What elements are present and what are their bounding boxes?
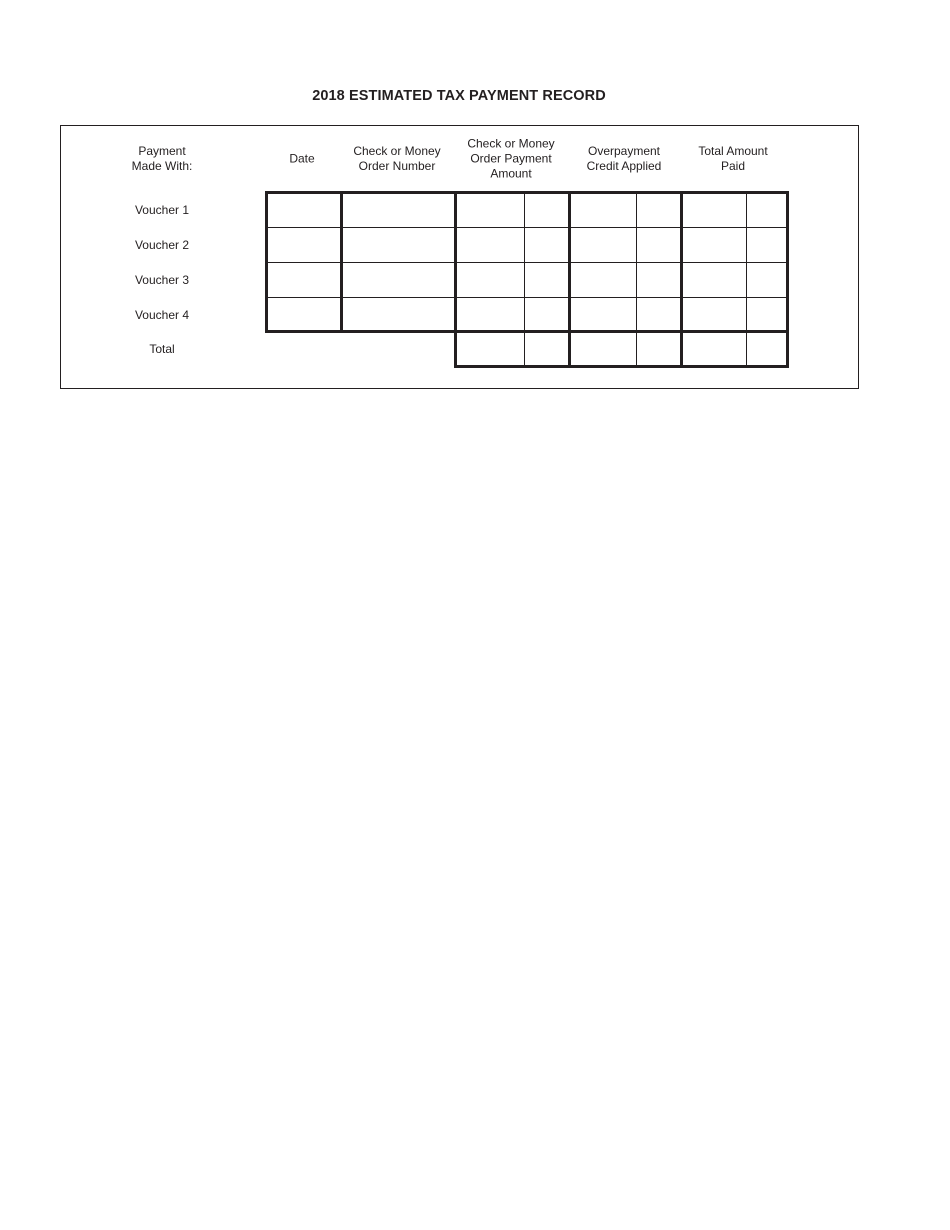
- voucher-4-date-cell[interactable]: [265, 297, 340, 332]
- voucher-3-overpayment-cents-cell[interactable]: [636, 262, 680, 297]
- row-separator: [265, 262, 786, 263]
- voucher-2-check-amount-dollars-cell[interactable]: [454, 227, 524, 262]
- column-divider-thick: [454, 191, 457, 368]
- header-line: Total Amount: [698, 144, 768, 158]
- voucher-2-date-cell[interactable]: [265, 227, 340, 262]
- header-date: [289, 152, 314, 167]
- voucher-3-check-amount-cents-cell[interactable]: [524, 262, 568, 297]
- total-total-dollars-cell[interactable]: [680, 332, 746, 367]
- header-total-paid: [698, 144, 767, 174]
- voucher-3-check-amount-dollars-cell[interactable]: [454, 262, 524, 297]
- row-label-voucher-2: Voucher 2: [134, 238, 190, 252]
- header-line: Order Number: [358, 159, 436, 173]
- voucher-1-check-number-cell[interactable]: [340, 192, 454, 227]
- voucher-4-total-cents-cell[interactable]: [746, 297, 786, 332]
- voucher-4-check-amount-cents-cell[interactable]: [524, 297, 568, 332]
- row-separator: [265, 227, 786, 228]
- header-check-number: [353, 144, 440, 174]
- header-line: Check or Money: [467, 136, 555, 151]
- header-line: Overpayment: [587, 144, 661, 158]
- header-line: Date: [289, 151, 315, 166]
- voucher-1-total-cents-cell[interactable]: [746, 192, 786, 227]
- header-line: Made With:: [131, 159, 193, 173]
- total-overpayment-dollars-cell[interactable]: [568, 332, 636, 367]
- header-overpayment: [587, 144, 662, 174]
- header-line: Credit Applied: [586, 159, 662, 173]
- header-line: Check or Money: [353, 144, 441, 158]
- voucher-2-check-amount-cents-cell[interactable]: [524, 227, 568, 262]
- voucher-2-total-dollars-cell[interactable]: [680, 227, 746, 262]
- header-check-amount: [467, 137, 554, 182]
- voucher-1-overpayment-dollars-cell[interactable]: [568, 192, 636, 227]
- voucher-3-total-cents-cell[interactable]: [746, 262, 786, 297]
- total-total-cents-cell[interactable]: [746, 332, 786, 367]
- voucher-2-overpayment-cents-cell[interactable]: [636, 227, 680, 262]
- voucher-2-total-cents-cell[interactable]: [746, 227, 786, 262]
- voucher-3-total-dollars-cell[interactable]: [680, 262, 746, 297]
- voucher-4-check-amount-dollars-cell[interactable]: [454, 297, 524, 332]
- voucher-3-check-number-cell[interactable]: [340, 262, 454, 297]
- row-label-total: Total: [149, 342, 175, 356]
- grid-bottom-border: [265, 330, 788, 333]
- row-label-voucher-3: Voucher 3: [134, 273, 190, 287]
- voucher-2-check-number-cell[interactable]: [340, 227, 454, 262]
- header-line: Amount: [490, 166, 532, 181]
- voucher-2-overpayment-dollars-cell[interactable]: [568, 227, 636, 262]
- voucher-4-overpayment-cents-cell[interactable]: [636, 297, 680, 332]
- voucher-1-check-amount-dollars-cell[interactable]: [454, 192, 524, 227]
- cents-divider: [524, 193, 525, 367]
- column-divider-thick: [786, 191, 789, 368]
- total-overpayment-cents-cell[interactable]: [636, 332, 680, 367]
- grid-top-border: [265, 191, 788, 194]
- page-title: 2018 ESTIMATED TAX PAYMENT RECORD: [312, 88, 606, 104]
- header-line: Payment: [138, 144, 186, 158]
- total-check-amount-cents-cell[interactable]: [524, 332, 568, 367]
- total-bottom-border: [454, 365, 788, 368]
- voucher-4-overpayment-dollars-cell[interactable]: [568, 297, 636, 332]
- header-line: Paid: [720, 159, 746, 173]
- cents-divider: [746, 193, 747, 367]
- voucher-3-overpayment-dollars-cell[interactable]: [568, 262, 636, 297]
- voucher-1-total-dollars-cell[interactable]: [680, 192, 746, 227]
- voucher-3-date-cell[interactable]: [265, 262, 340, 297]
- date-divider: [340, 191, 343, 333]
- column-divider-thick: [568, 191, 571, 368]
- voucher-1-check-amount-cents-cell[interactable]: [524, 192, 568, 227]
- voucher-1-overpayment-cents-cell[interactable]: [636, 192, 680, 227]
- voucher-4-total-dollars-cell[interactable]: [680, 297, 746, 332]
- cents-divider: [636, 193, 637, 367]
- header-payment-made-with: [132, 144, 193, 174]
- column-divider-thick: [680, 191, 683, 368]
- voucher-1-date-cell[interactable]: [265, 192, 340, 227]
- header-line: Order Payment: [470, 151, 552, 166]
- row-separator: [265, 297, 786, 298]
- row-label-voucher-4: Voucher 4: [134, 308, 190, 322]
- row-label-voucher-1: Voucher 1: [134, 203, 190, 217]
- grid-left-border: [265, 191, 268, 333]
- total-check-amount-dollars-cell[interactable]: [454, 332, 524, 367]
- voucher-4-check-number-cell[interactable]: [340, 297, 454, 332]
